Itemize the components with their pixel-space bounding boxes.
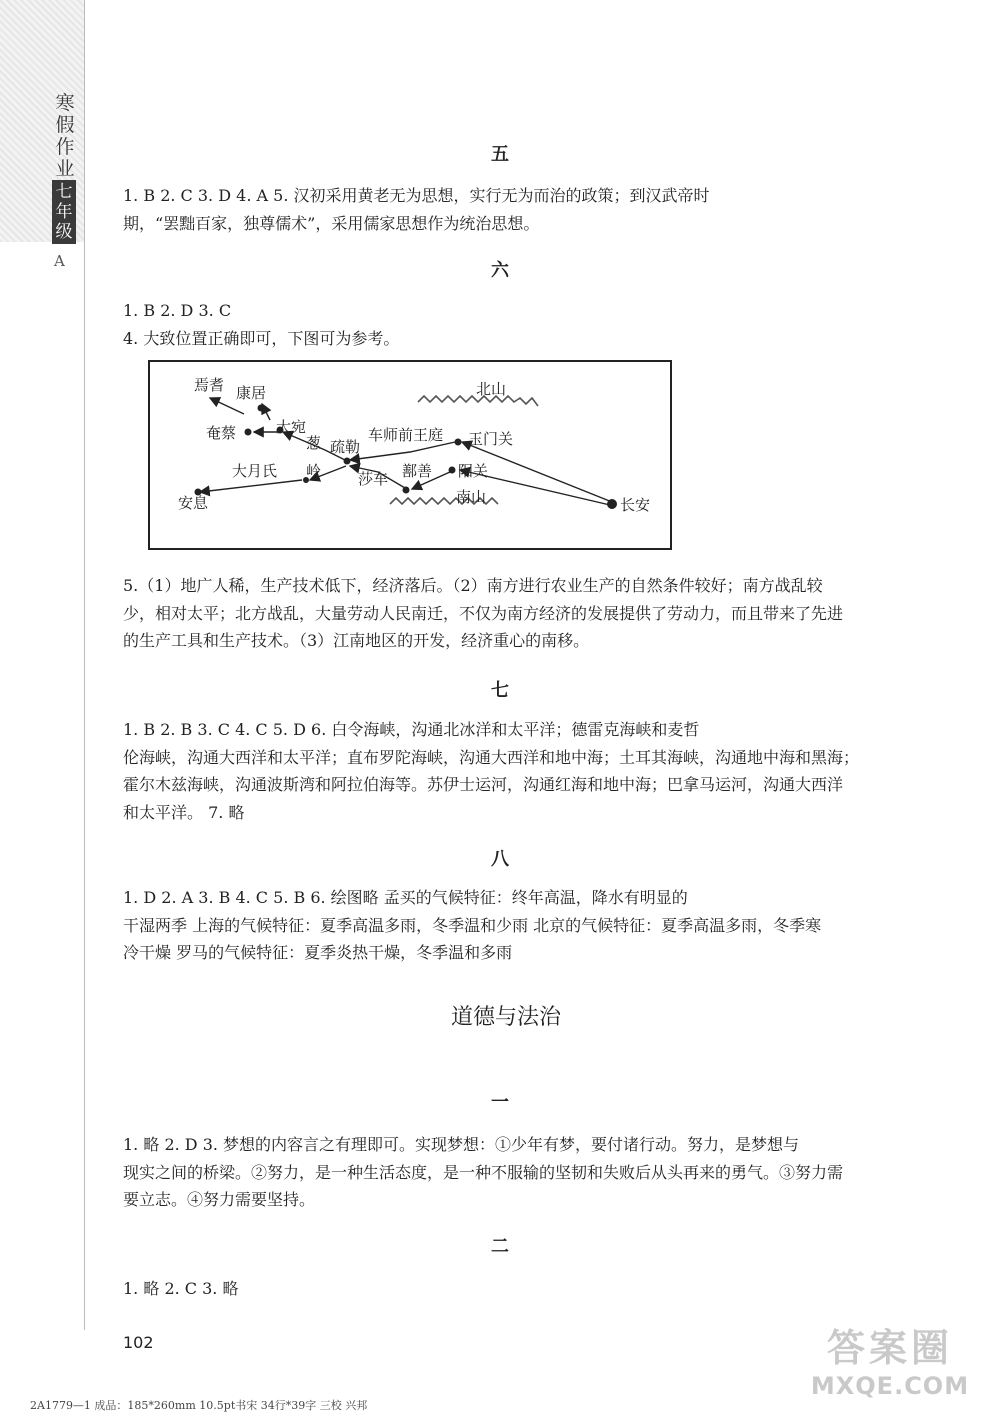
section-6-q5-answer: 5.（1）地广人稀，生产技术低下，经济落后。（2）南方进行农业生产的自然条件较好；南方战乱较 少，相对太平；北方战乱，大量劳动人民南迁，不仅为南方经济的发展提供了劳动力，而且带来了先进 的生产工具和生产技术。（3）江南地区的开发，经济重心的南移。 [123, 576, 844, 650]
section-7-answers: 1. B 2. B 3. C 4. C 5. D 6. 白令海峡，沟通北冰洋和太平洋；德雷克海峡和麦哲 伦海峡，沟通大西洋和太平洋；直布罗陀海峡，沟通大西洋和地中海；土耳其海峡，沟通地中海和黑海； 霍尔木兹海峡，沟通波斯湾和阿拉伯海等。苏伊士运河，沟通红海和地中海；巴拿马运河，沟通大西洋 和太平洋。 7. 略 [123, 720, 860, 822]
label-anxi: 安息 [178, 494, 209, 512]
section-heading-6: 六 [491, 260, 509, 281]
section-8-answers: 1. D 2. A 3. B 4. C 5. B 6. 绘图略 孟买的气候特征：终年高温，降水有明显的 干湿两季 上海的气候特征：夏季高温多雨，冬季温和少雨 北京的气候特征：夏季高温多雨，冬季寒 冷干燥 罗马的气候特征：夏季炎热干燥，冬季温和多雨 [123, 888, 822, 962]
section-5-answers: 1. B 2. C 3. D 4. A 5. 汉初采用黄老无为思想，实行无为而治的政策；到汉武帝时 期，“罢黜百家，独尊儒术”，采用儒家思想作为统治思想。 [123, 186, 710, 233]
section-6-answers: 1. B 2. D 3. C 4. 大致位置正确即可，下图可为参考。 [123, 301, 400, 348]
label-ling: 岭 [306, 462, 322, 480]
label-yumenguan: 玉门关 [468, 430, 514, 448]
label-kangju: 康居 [236, 384, 267, 402]
label-nanshan: 南山 [456, 488, 487, 506]
city-kangju-dot [258, 405, 265, 412]
city-yangguan-dot [449, 467, 456, 474]
watermark-url: MXQE.COM [810, 1372, 970, 1400]
edition-letter: A [54, 252, 65, 270]
label-yangguan: 阳关 [458, 462, 489, 480]
site-watermark [790, 1325, 990, 1410]
label-cheshi: 车师前王庭 [368, 426, 444, 444]
label-dayuan: 大宛 [276, 418, 307, 436]
watermark-logo-text: 答案圈 [826, 1326, 953, 1370]
label-yancai: 奄蔡 [206, 424, 237, 442]
label-suoche: 莎车 [358, 470, 389, 488]
label-shanshan: 鄯善 [402, 462, 433, 480]
book-title: 寒 假 作 业 [55, 92, 75, 180]
ethics-heading-2: 二 [491, 1236, 509, 1257]
ethics-2-answers: 1. 略 2. C 3. 略 [123, 1279, 239, 1298]
print-footer: 2A1779—1 成品：185*260mm 10.5pt书宋 34行*39字 三校 兴邦 [30, 1399, 368, 1412]
map-routes [150, 362, 670, 548]
subject-title: 道德与法治 [450, 1005, 561, 1030]
city-yancai-dot [245, 429, 252, 436]
label-changan: 长安 [620, 496, 651, 514]
label-beishan: 北山 [476, 380, 507, 398]
margin-divider [84, 0, 85, 1330]
label-yanqi: 焉耆 [194, 376, 225, 394]
page-number: 102 [123, 1333, 154, 1352]
city-changan-dot [607, 499, 617, 509]
label-shule: 疏勒 [330, 438, 361, 456]
city-shule-dot [344, 458, 351, 465]
route-dayuezhi-anxi [200, 480, 302, 492]
silk-road-map [148, 360, 672, 550]
ethics-1-answers: 1. 略 2. D 3. 梦想的内容言之有理即可。实现梦想：①少年有梦，要付诸行动。努力，是梦想与 现实之间的桥梁。②努力，是一种生活态度，是一种不服输的坚韧和失败后从头再来的勇气。③努力需 要立志。④努力需要坚持。 [123, 1135, 844, 1209]
city-yumenguan-dot [455, 439, 462, 446]
section-heading-7: 七 [491, 680, 509, 701]
ethics-heading-1: 一 [491, 1092, 509, 1113]
section-heading-8: 八 [491, 849, 509, 870]
section-heading-5: 五 [491, 144, 509, 165]
label-cong: 葱 [306, 434, 322, 452]
city-shanshan-dot [403, 487, 410, 494]
label-dayuezhi: 大月氏 [232, 462, 278, 480]
grade-badge: 七 年 级 [52, 180, 76, 244]
